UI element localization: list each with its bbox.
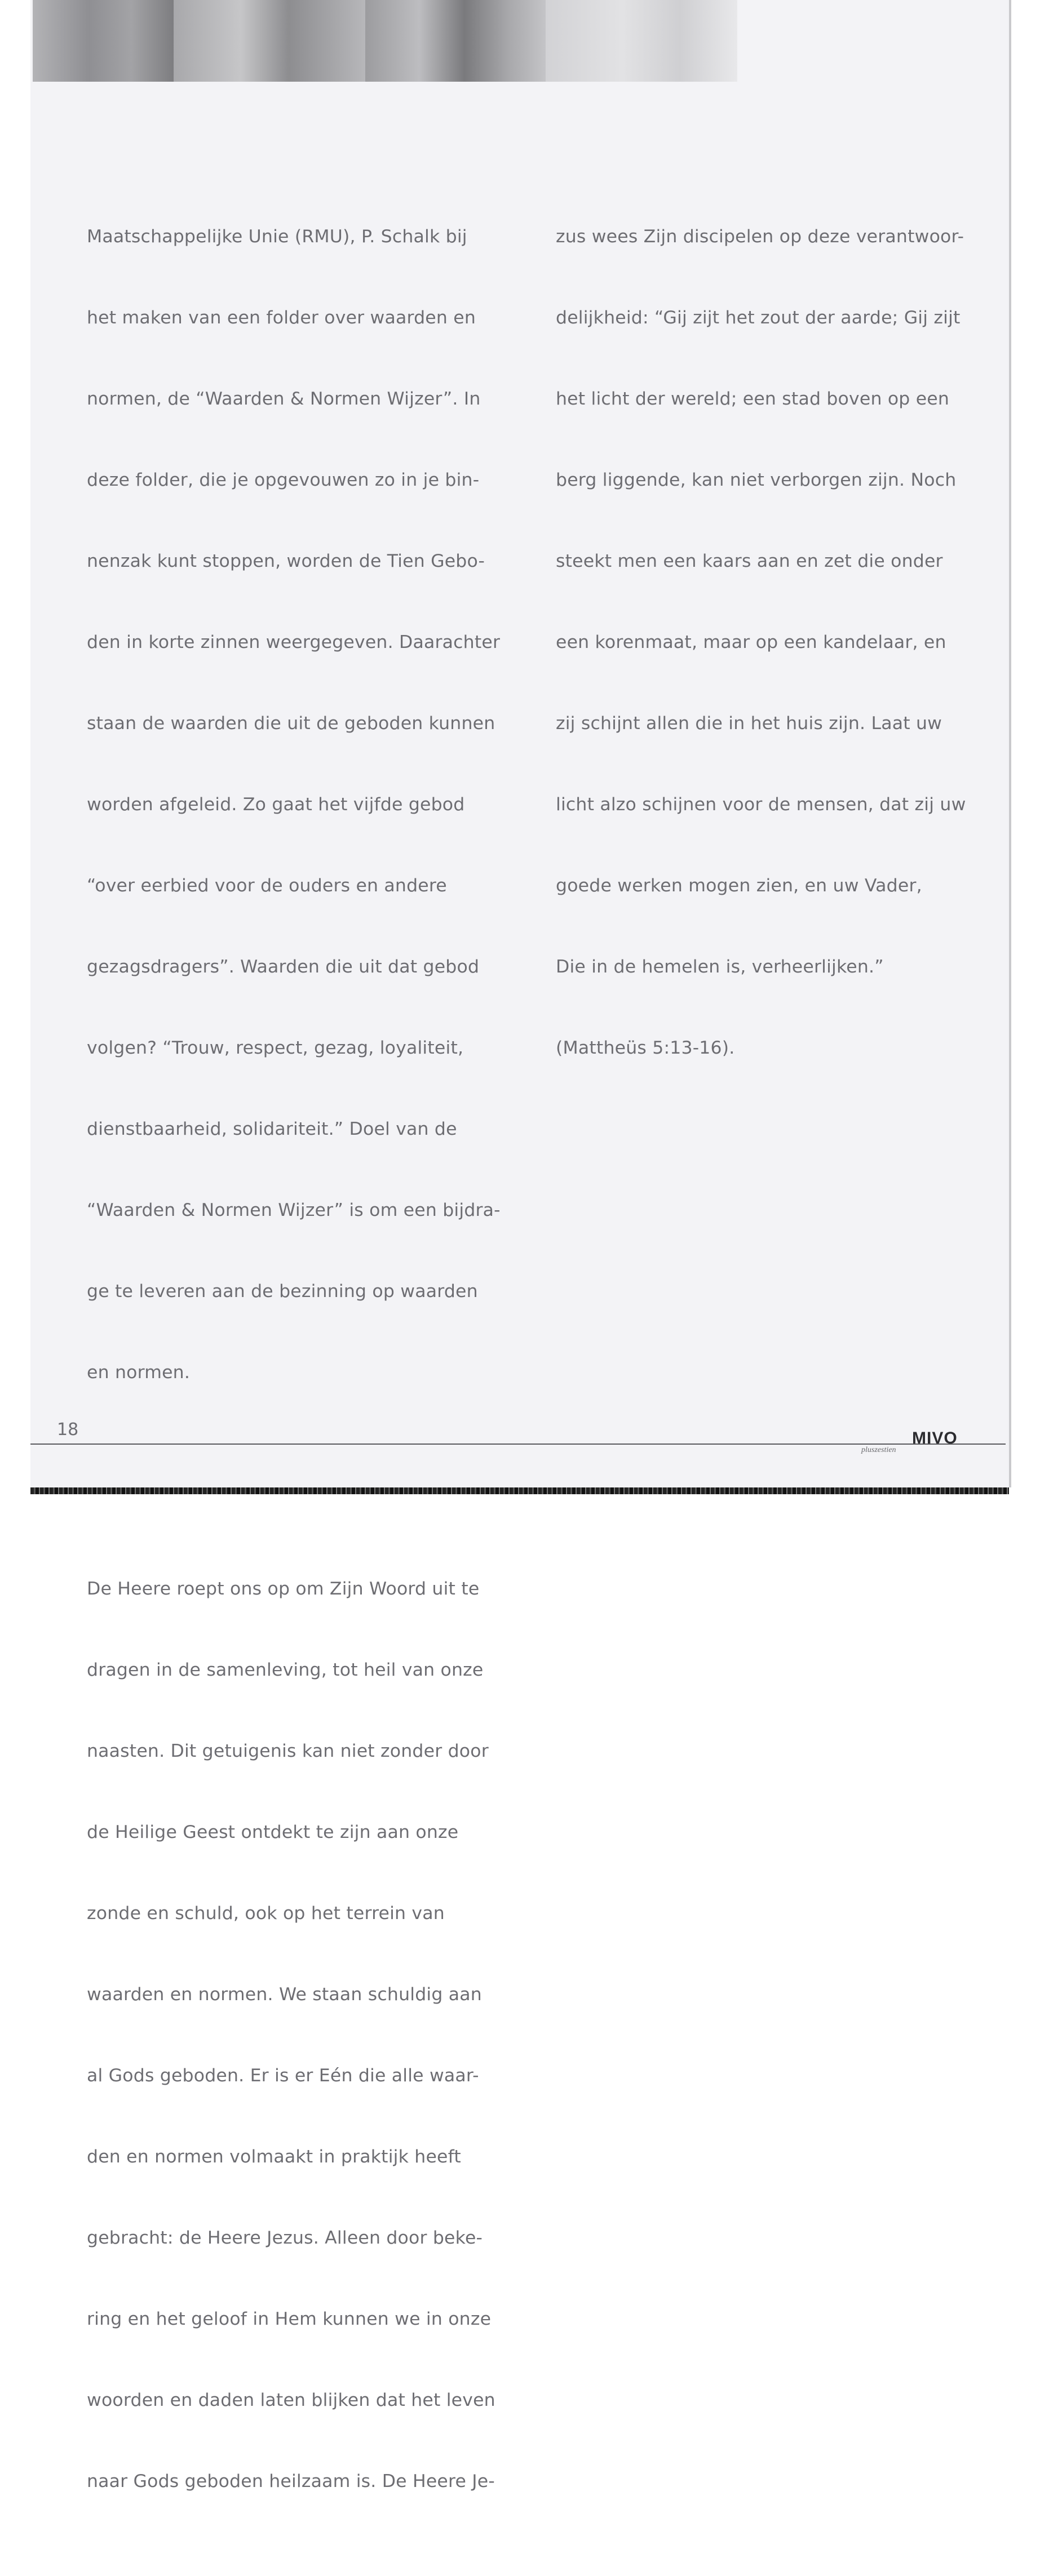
text-line: naasten. Dit getuigenis kan niet zonder door <box>87 1741 489 1761</box>
bottom-edge-strip <box>30 1487 1009 1494</box>
text-line: berg liggende, kan niet verborgen zijn. Noch <box>556 470 957 490</box>
left-paragraph-1 <box>87 169 515 1440</box>
text-line: deze folder, die je opgevouwen zo in je bin- <box>87 470 480 490</box>
text-line: het maken van een folder over waarden en <box>87 308 476 328</box>
text-line: Die in de hemelen is, verheerlijken.” <box>556 957 884 977</box>
text-line: De Heere roept ons op om Zijn Woord uit te <box>87 1579 480 1599</box>
page-edge <box>1009 0 1011 1487</box>
text-line: normen, de “Waarden & Normen Wijzer”. In <box>87 389 481 409</box>
text-line: gezagsdragers”. Waarden die uit dat gebod <box>87 957 480 977</box>
text-line: dragen in de samenleving, tot heil van onze <box>87 1660 484 1680</box>
text-line: dienstbaarheid, solidariteit.” Doel van de <box>87 1119 457 1139</box>
header-photo-1 <box>33 0 174 82</box>
text-line: gebracht: de Heere Jezus. Alleen door beke- <box>87 2228 483 2248</box>
text-line: nenzak kunt stoppen, worden de Tien Gebo- <box>87 551 485 571</box>
text-line: “Waarden & Normen Wijzer” is om een bijdra- <box>87 1200 501 1220</box>
right-column <box>556 115 984 1143</box>
header-photo-2 <box>174 0 365 82</box>
text-line: steekt men een kaars aan en zet die onder <box>556 551 943 571</box>
text-line: ring en het geloof in Hem kunnen we in onze <box>87 2309 492 2329</box>
right-paragraph-1 <box>556 169 984 1116</box>
header-photo-strip <box>33 0 737 82</box>
text-line: worden afgeleid. Zo gaat het vijfde gebod <box>87 794 465 815</box>
text-line: al Gods geboden. Er is er Eén die alle waar- <box>87 2066 479 2086</box>
text-line: het licht der wereld; een stad boven op een <box>556 389 950 409</box>
text-line: den en normen volmaakt in praktijk heeft <box>87 2147 461 2167</box>
header-photo-3 <box>365 0 546 82</box>
text-line: den in korte zinnen weergegeven. Daarachter <box>87 632 501 652</box>
text-line: delijkheid: “Gij zijt het zout der aarde; Gij zijt <box>556 308 961 328</box>
text-line: woorden en daden laten blijken dat het leven <box>87 2390 495 2410</box>
text-line: de Heilige Geest ontdekt te zijn aan onze <box>87 1822 459 1842</box>
text-line: een korenmaat, maar op een kandelaar, en <box>556 632 946 652</box>
brand-logo-mivo: MIVO <box>912 1429 958 1447</box>
text-line: waarden en normen. We staan schuldig aan <box>87 1984 482 2005</box>
text-line: “over eerbied voor de ouders en andere <box>87 876 447 896</box>
text-line: Maatschappelijke Unie (RMU), P. Schalk bij <box>87 226 467 247</box>
text-line: ge te leveren aan de bezinning op waarden <box>87 1281 478 1302</box>
brand-subtitle: pluszestien <box>861 1446 896 1454</box>
text-line: staan de waarden die uit de geboden kunnen <box>87 713 495 734</box>
text-line: goede werken mogen zien, en uw Vader, <box>556 876 922 896</box>
footer-rule <box>30 1444 1006 1445</box>
text-line: zus wees Zijn discipelen op deze verantwoor- <box>556 226 964 247</box>
text-line: (Mattheüs 5:13-16). <box>556 1038 735 1058</box>
text-line: en normen. <box>87 1362 191 1383</box>
text-line: zij schijnt allen die in het huis zijn. Laat uw <box>556 713 942 734</box>
text-line: naar Gods geboden heilzaam is. De Heere Je- <box>87 2471 495 2491</box>
header-photo-4 <box>546 0 737 82</box>
text-line: licht alzo schijnen voor de mensen, dat zij uw <box>556 794 966 815</box>
left-column <box>87 115 515 2576</box>
text-line: volgen? “Trouw, respect, gezag, loyaliteit, <box>87 1038 464 1058</box>
text-line: zonde en schuld, ook op het terrein van <box>87 1903 445 1924</box>
page-number: 18 <box>57 1420 79 1440</box>
left-paragraph-2 <box>87 1521 515 2549</box>
